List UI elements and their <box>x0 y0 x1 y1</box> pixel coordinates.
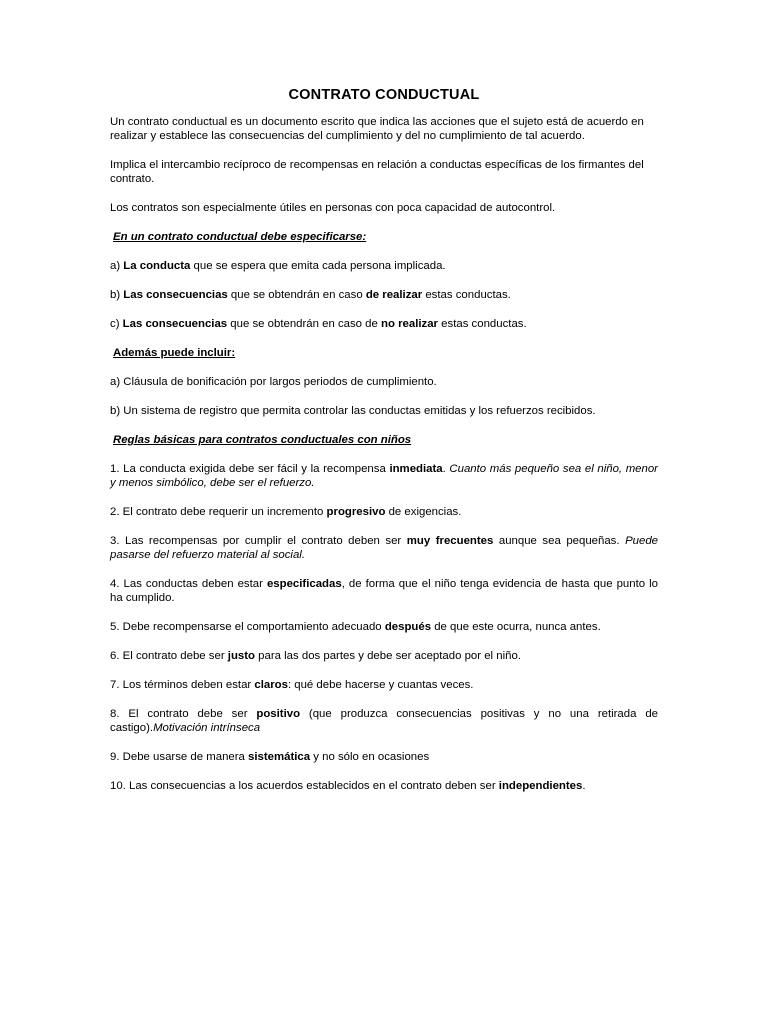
section-heading-reglas-basicas: Reglas básicas para contratos conductuales con niños <box>113 434 412 446</box>
intro-paragraph-1: Un contrato conductual es un documento escrito que indica las acciones que el sujeto está de acuerdo en realizar y establece las consecuencias del cumplimiento y del no cumplimiento de tal acuerdo. <box>110 116 644 142</box>
section-heading-puede-incluir: Además puede incluir: <box>113 347 236 359</box>
rule-7: 7. Los términos deben estar claros: qué debe hacerse y cuantas veces. <box>110 679 474 691</box>
rule-10: 10. Las consecuencias a los acuerdos establecidos en el contrato deben ser independientes. <box>110 780 586 792</box>
rule-1: 1. La conducta exigida debe ser fácil y la recompensa inmediata. Cuanto más pequeño sea el niño, menor y menos simbólico, debe ser el refuerzo. <box>110 463 658 489</box>
rule-6: 6. El contrato debe ser justo para las dos partes y debe ser aceptado por el niño. <box>110 650 521 662</box>
intro-paragraph-2: Implica el intercambio recíproco de recompensas en relación a conductas específicas de los firmantes del contrato. <box>110 159 644 185</box>
rule-3: 3. Las recompensas por cumplir el contrato deben ser muy frecuentes aunque sea pequeñas. Puede pasarse del refuerzo material al social. <box>110 535 659 561</box>
rule-8: 8. El contrato debe ser positivo (que produzca consecuencias positivas y no una retirada de castigo).Motivación intrínseca <box>110 708 658 734</box>
item-a-clausula: a) Cláusula de bonificación por largos periodos de cumplimiento. <box>110 376 437 388</box>
page-title: CONTRATO CONDUCTUAL <box>288 87 480 103</box>
item-c-consecuencias-no-realizar: c) Las consecuencias que se obtendrán en caso de no realizar estas conductas. <box>110 318 527 330</box>
rule-2: 2. El contrato debe requerir un incremento progresivo de exigencias. <box>110 506 462 518</box>
item-b-consecuencias-realizar: b) Las consecuencias que se obtendrán en caso de realizar estas conductas. <box>110 289 511 301</box>
section-heading-especificarse: En un contrato conductual debe especificarse: <box>113 231 367 243</box>
rule-4: 4. Las conductas deben estar especificadas, de forma que el niño tenga evidencia de hasta que punto lo ha cumplido. <box>110 578 658 604</box>
rule-5: 5. Debe recompensarse el comportamiento adecuado después de que este ocurra, nunca antes. <box>110 621 601 633</box>
rule-9: 9. Debe usarse de manera sistemática y no sólo en ocasiones <box>110 751 430 763</box>
intro-paragraph-3: Los contratos son especialmente útiles en personas con poca capacidad de autocontrol. <box>110 202 556 214</box>
item-a-conducta: a) La conducta que se espera que emita cada persona implicada. <box>110 260 446 272</box>
item-b-sistema-registro: b) Un sistema de registro que permita controlar las conductas emitidas y los refuerzos recibidos. <box>110 405 596 417</box>
